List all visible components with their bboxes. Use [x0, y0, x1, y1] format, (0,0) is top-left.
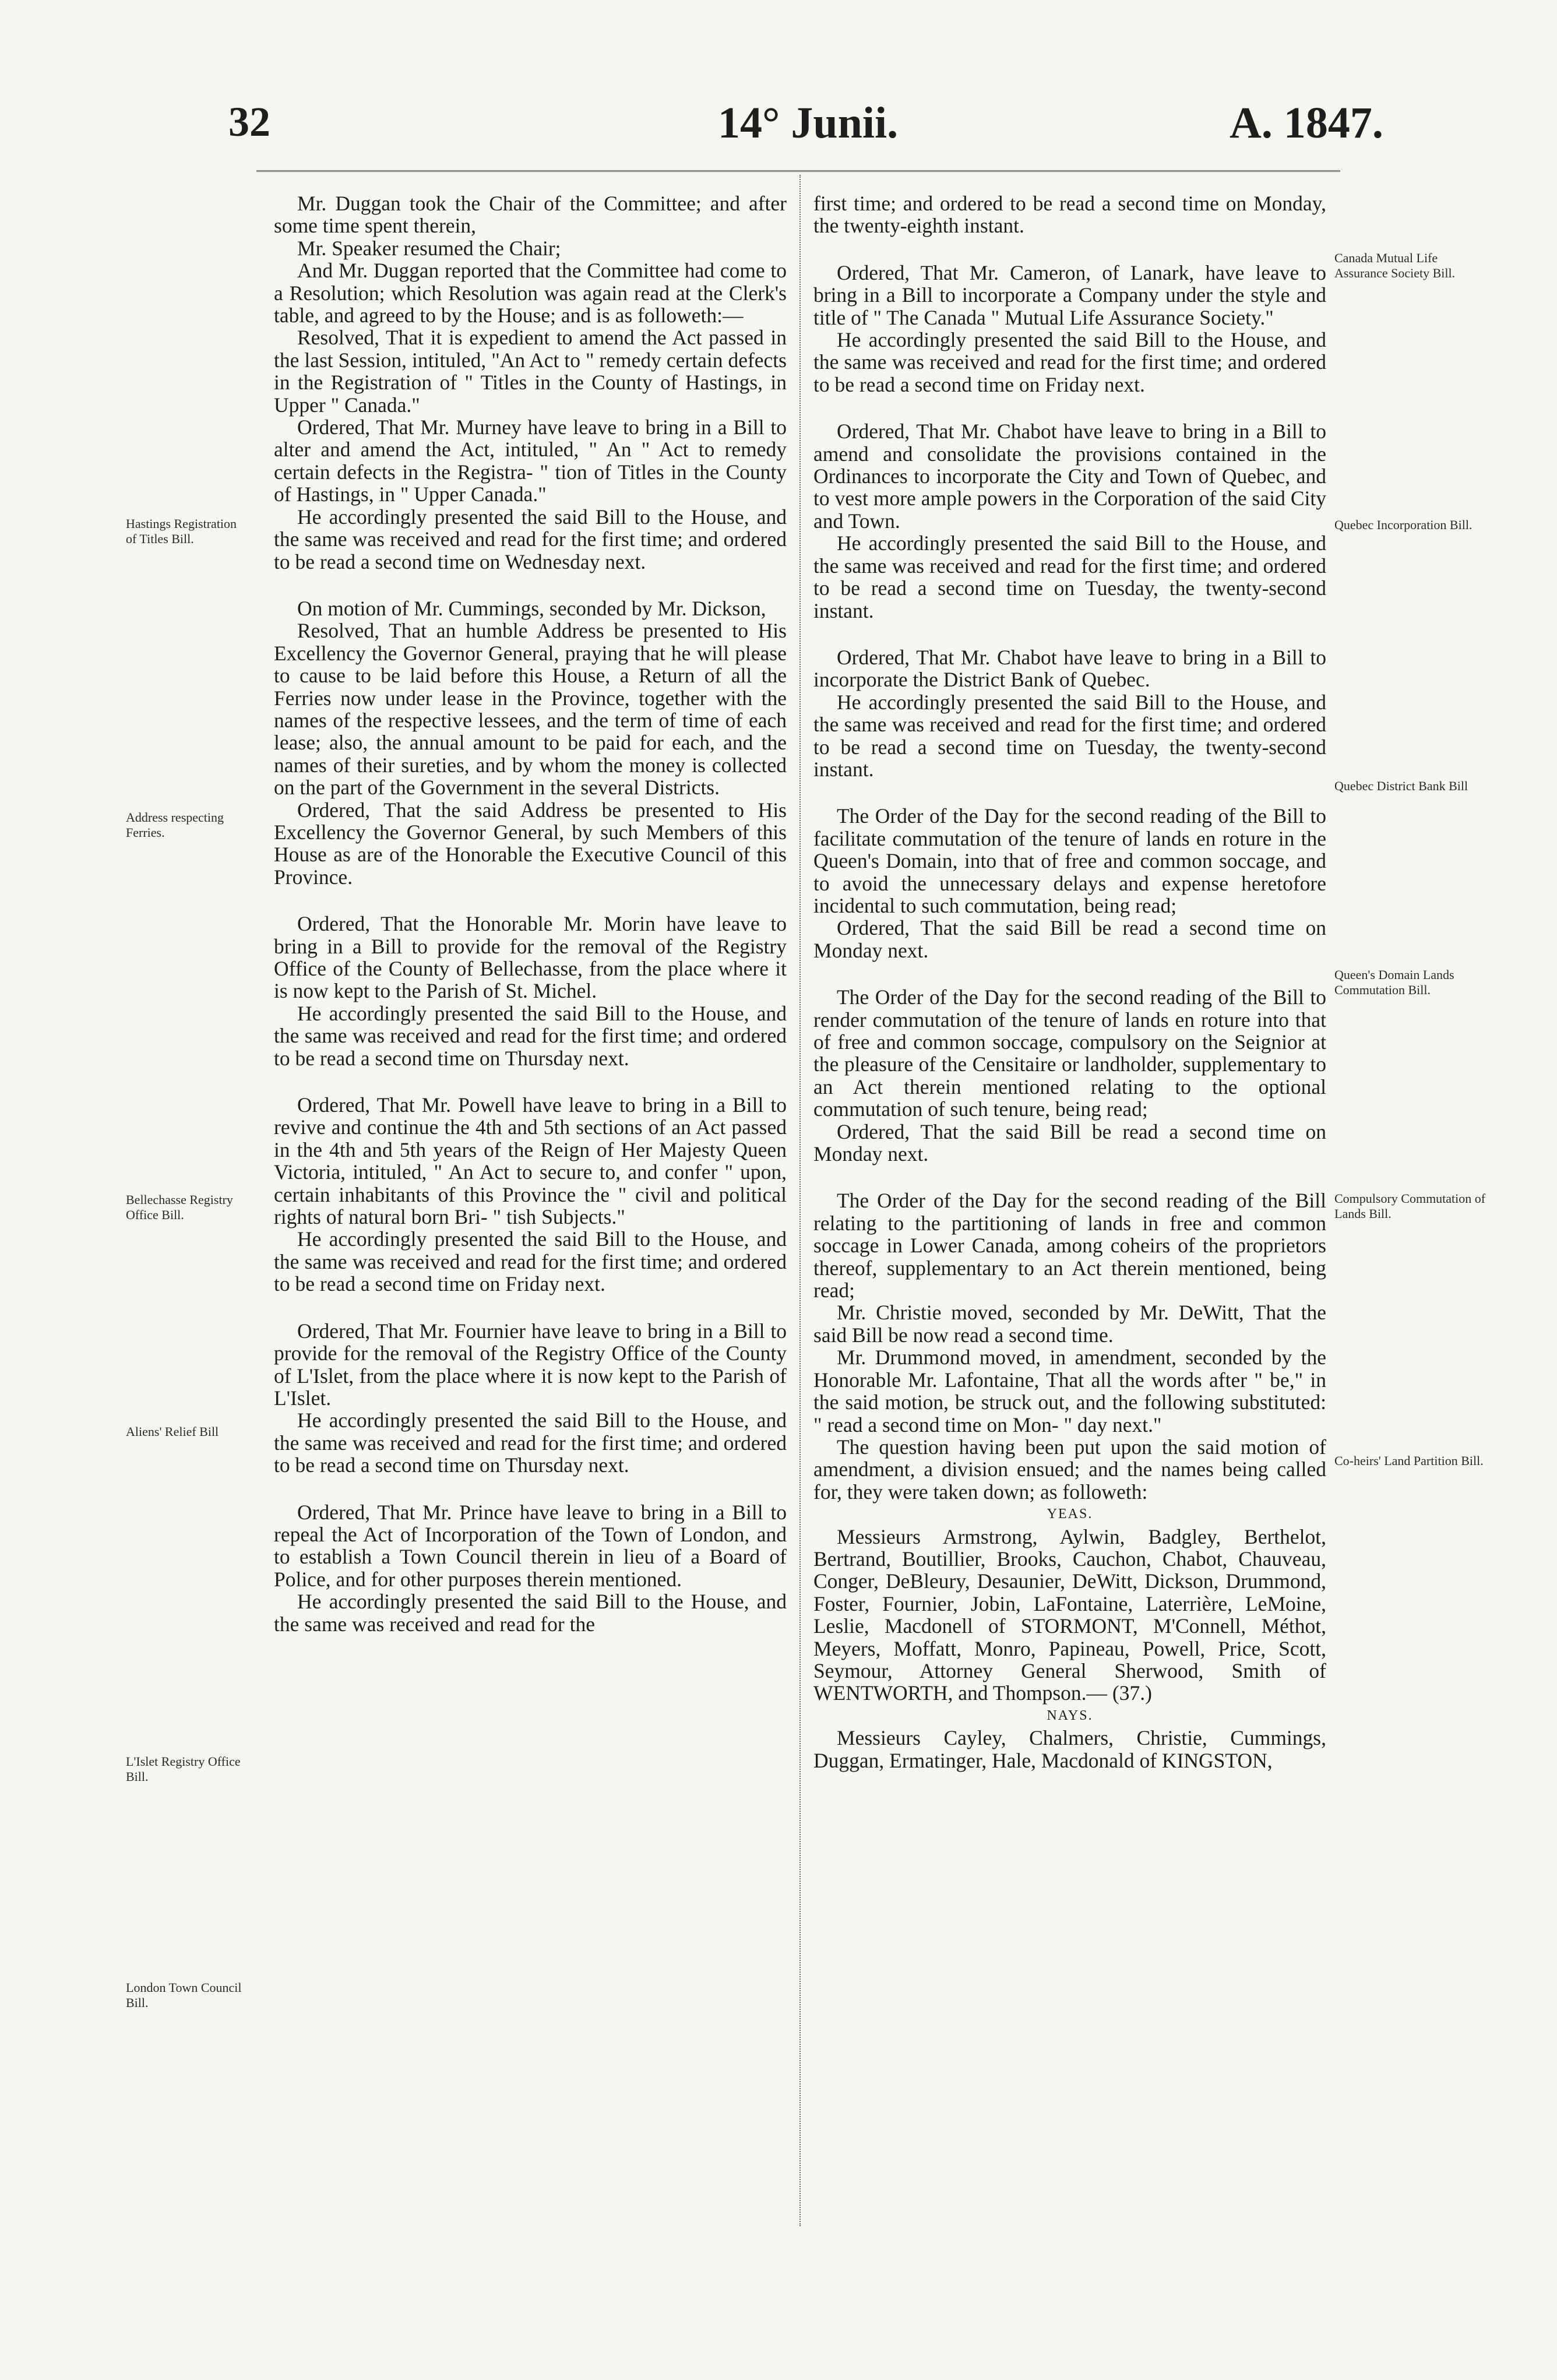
paragraph: Ordered, That Mr. Prince have leave to bring in a Bill to repeal the Act of Incorporation of the Town of London, and to establish a Town Council therein in lieu of a Board of Police, and for other purposes therein mentioned.: [274, 1500, 787, 1591]
paragraph: Ordered, That Mr. Powell have leave to bring in a Bill to revive and continue the 4th and 5th sections of an Act passed in the 4th and 5th years of the Reign of Her Majesty Queen Victoria, intituled, " An Act to secure to, and confer " upon, certain inhabitants of this Province the " civil and political rights of natural born Bri- " tish Subjects.": [274, 1093, 787, 1229]
margin-note-lislet: L'Islet Registry Office Bill.: [126, 1754, 241, 1784]
paragraph: He accordingly presented the said Bill to the House, and the same was received and read for the: [274, 1590, 787, 1636]
paragraph: Ordered, That the said Bill be read a second time on Monday next.: [813, 916, 1326, 962]
paragraph: Resolved, That an humble Address be presented to His Excellency the Governor General, praying that he will please to cause to be laid before this House, a Return of all the Ferries now under lease in the Province, together with the names of the respective lessees, and the term of time of each lease; also, the annual amount to be paid for each, and the names of their sureties, and by whom the money is collected on the part of the Government in the several Districts.: [274, 619, 787, 800]
paragraph: The Order of the Day for the second reading of the Bill relating to the partitioning of lands in free and common soccage in Lower Canada, among coheirs of the proprietors thereof, supplementary to an Act therein mentioned, being read;: [813, 1189, 1326, 1302]
margin-note-hastings: Hastings Registration of Titles Bill.: [126, 516, 237, 546]
paragraph: Mr. Duggan took the Chair of the Committee; and after some time spent therein,: [274, 192, 787, 238]
paragraph: Ordered, That Mr. Chabot have leave to bring in a Bill to incorporate the District Bank of Quebec.: [813, 645, 1326, 692]
margin-note-canada-mutual: Canada Mutual Life Assurance Society Bill.: [1334, 251, 1456, 280]
paragraph: Resolved, That it is expedient to amend the Act passed in the last Session, intituled, "An Act to " remedy certain defects in the Registration of " Titles in the County of Hastings, in Upper " Canada.": [274, 326, 787, 417]
paragraph: Mr. Speaker resumed the Chair;: [297, 236, 561, 260]
margin-note-queens-domain: Queen's Domain Lands Commutation Bill.: [1334, 967, 1454, 997]
paragraph: Mr. Christie moved, seconded by Mr. DeWitt, That the said Bill be now read a second time.: [813, 1301, 1326, 1347]
paragraph: Ordered, That Mr. Cameron, of Lanark, have leave to bring in a Bill to incorporate a Company under the style and title of " The Canada " Mutual Life Assurance Society.": [813, 260, 1326, 329]
paragraph: He accordingly presented the said Bill to the House, and the same was received and read for the first time; and ordered to be read a second time on Tuesday, the twenty-second instant.: [813, 690, 1326, 781]
nays-heading: NAYS.: [1047, 1707, 1093, 1723]
paragraph: Ordered, That the said Address be presented to His Excellency the Governor General, by such Members of this House as are of the Honorable the Executive Council of this Province.: [274, 798, 787, 889]
paragraph: first time; and ordered to be read a second time on Monday, the twenty-eighth instant.: [813, 192, 1326, 238]
paragraph: He accordingly presented the said Bill to the House, and the same was received and read for the first time; and ordered to be read a second time on Thursday next.: [274, 1001, 787, 1070]
page-year: A. 1847.: [1230, 98, 1383, 147]
paragraph: He accordingly presented the said Bill to the House, and the same was received and read for the first time; and ordered to be read a second time on Thursday next.: [274, 1409, 787, 1477]
yeas-heading: YEAS.: [1047, 1506, 1093, 1522]
margin-note-ferries: Address respecting Ferries.: [126, 810, 224, 840]
paragraph: Ordered, That the said Bill be read a second time on Monday next.: [813, 1119, 1326, 1166]
paragraph: He accordingly presented the said Bill to the House, and the same was received and read for the first time; and ordered to be read a second time on Friday next.: [813, 328, 1326, 396]
margin-note-quebec-district-bank: Quebec District Bank Bill: [1334, 779, 1468, 793]
column-divider: [799, 175, 801, 2226]
header-rule: [256, 170, 1340, 172]
nays-list: Messieurs Cayley, Chalmers, Christie, Cummings, Duggan, Ermatinger, Hale, Macdonald of KINGSTON,: [813, 1726, 1326, 1772]
paragraph: On motion of Mr. Cummings, seconded by Mr. Dickson,: [297, 596, 766, 620]
paragraph: Ordered, That the Honorable Mr. Morin have leave to bring in a Bill to provide for the removal of the Registry Office of the County of Bellechasse, from the place where it is now kept to the Parish of St. Michel.: [274, 912, 787, 1003]
paragraph: The Order of the Day for the second reading of the Bill to render commutation of the tenure of lands en roture into that of free and common soccage, compulsory on the Seignior at the pleasure of the Censitaire or landholder, supplementary to an Act therein mentioned relating to the optional commutation of such tenure, being read;: [813, 985, 1326, 1121]
paragraph: Ordered, That Mr. Fournier have leave to bring in a Bill to provide for the removal of the Registry Office of the County of L'Islet, from the place where it is now kept to the Parish of L'Islet.: [274, 1319, 787, 1410]
margin-note-london: London Town Council Bill.: [126, 1980, 242, 2010]
margin-note-aliens: Aliens' Relief Bill: [126, 1424, 219, 1439]
paragraph: The question having been put upon the said motion of amendment, a division ensued; and the names being called for, they were taken down; as followeth:: [813, 1435, 1326, 1504]
paragraph: He accordingly presented the said Bill to the House, and the same was received and read for the first time; and ordered to be read a second time on Wednesday next.: [274, 505, 787, 573]
paragraph: Ordered, That Mr. Murney have leave to bring in a Bill to alter and amend the Act, intituled, " An " Act to remedy certain defects in the Registra- " tion of Titles in the County of Hastings, in " Upper Canada.": [274, 416, 787, 506]
paragraph: The Order of the Day for the second reading of the Bill to facilitate commutation of the tenure of lands en roture in the Queen's Domain, into that of free and common soccage, and to avoid the unnecessary delays and expense heretofore incidental to such commutation, being read;: [813, 804, 1326, 917]
margin-note-quebec-incorporation: Quebec Incorporation Bill.: [1334, 517, 1473, 532]
paragraph: He accordingly presented the said Bill to the House, and the same was received and read for the first time; and ordered to be read a second time on Tuesday, the twenty-second instant.: [813, 531, 1326, 622]
margin-note-bellechasse: Bellechasse Registry Office Bill.: [126, 1192, 233, 1222]
paragraph: Ordered, That Mr. Chabot have leave to bring in a Bill to amend and consolidate the provisions contained in the Ordinances to incorporate the City and Town of Quebec, and to vest more ample powers in the Corporation of the said City and Town.: [813, 420, 1326, 533]
page-date: 14° Junii.: [718, 98, 899, 147]
margin-note-compulsory: Compulsory Commutation of Lands Bill.: [1334, 1191, 1486, 1221]
right-column: [813, 192, 1326, 1772]
paragraph: And Mr. Duggan reported that the Committee had come to a Resolution; which Resolution was again read at the Clerk's table, and agreed to by the House; and is as followeth:—: [274, 259, 787, 328]
yeas-list: Messieurs Armstrong, Aylwin, Badgley, Berthelot, Bertrand, Boutillier, Brooks, Cauchon, Chabot, Chauveau, Conger, DeBleury, Desaunier, DeWitt, Dickson, Drummond, Foster, Fournier, Jobin, LaFontaine, Laterrière, LeMoine, Leslie, Macdonell of STORMONT, M'Connell, Méthot, Meyers, Moffatt, Monro, Papineau, Powell, Price, Scott, Seymour, Attorney General Sherwood, Smith of WENTWORTH, and Thompson.— (37.): [813, 1525, 1326, 1705]
page-number: 32: [228, 98, 270, 145]
left-column: [274, 192, 787, 1635]
paragraph: He accordingly presented the said Bill to the House, and the same was received and read for the first time; and ordered to be read a second time on Friday next.: [274, 1227, 787, 1296]
margin-note-coheirs: Co-heirs' Land Partition Bill.: [1334, 1453, 1484, 1468]
paragraph: Mr. Drummond moved, in amendment, seconded by the Honorable Mr. Lafontaine, That all the words after " be," in the said motion, be struck out, and the following substituted: " read a second time on Mon- " day next.": [813, 1346, 1326, 1437]
